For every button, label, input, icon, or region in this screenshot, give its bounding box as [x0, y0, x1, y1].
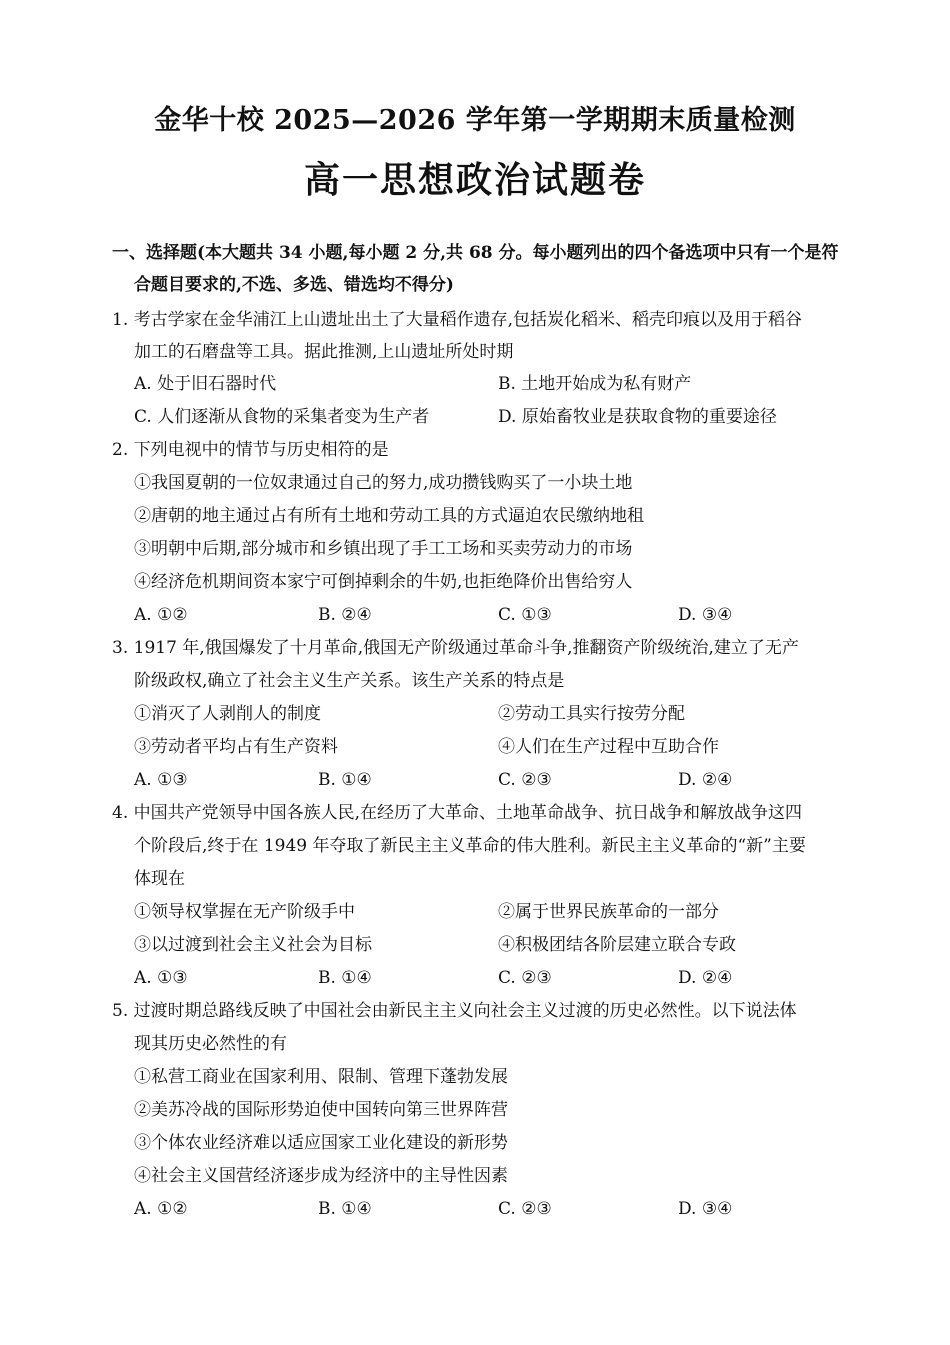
question-5-item-3: ③个体农业经济难以适应国家工业化建设的新形势	[134, 1133, 508, 1153]
question-1-option-a: A. 处于旧石器时代	[134, 374, 277, 394]
question-4-stem-line-3: 体现在	[134, 869, 185, 889]
question-1-stem-line-1: 1. 考古学家在金华浦江上山遗址出土了大量稻作遗存,包括炭化稻米、稻壳印痕以及用于稻谷	[112, 310, 803, 330]
question-3-stem-line-1: 3. 1917 年,俄国爆发了十月革命,俄国无产阶级通过革命斗争,推翻资产阶级统治,建立了无产	[112, 638, 799, 658]
question-1-stem-line-2: 加工的石磨盘等工具。据此推测,上山遗址所处时期	[134, 342, 514, 362]
question-3-option-b: B. ①④	[318, 770, 372, 790]
question-1-option-d: D. 原始畜牧业是获取食物的重要途径	[498, 407, 777, 427]
question-5-item-2: ②美苏冷战的国际形势迫使中国转向第三世界阵营	[134, 1100, 508, 1120]
question-4-item-2: ②属于世界民族革命的一部分	[498, 902, 719, 922]
question-2-stem-line-1: 2. 下列电视中的情节与历史相符的是	[112, 440, 389, 460]
question-3-item-4: ④人们在生产过程中互助合作	[498, 737, 719, 757]
section-instruction-line-1: 一、选择题(本大题共 34 小题,每小题 2 分,共 68 分。每小题列出的四个备选项中只有一个是符	[112, 243, 839, 263]
question-3-item-3: ③劳动者平均占有生产资料	[134, 737, 338, 757]
question-2-option-d: D. ③④	[678, 605, 733, 625]
question-4-option-c: C. ②③	[498, 968, 552, 988]
question-5-option-c: C. ②③	[498, 1199, 552, 1219]
question-4-item-3: ③以过渡到社会主义社会为目标	[134, 935, 372, 955]
question-2-option-a: A. ①②	[134, 605, 188, 625]
question-3-item-2: ②劳动工具实行按劳分配	[498, 704, 685, 724]
question-4-item-4: ④积极团结各阶层建立联合专政	[498, 935, 736, 955]
question-5-option-a: A. ①②	[134, 1199, 188, 1219]
question-2-item-1: ①我国夏朝的一位奴隶通过自己的努力,成功攒钱购买了一小块土地	[134, 473, 633, 493]
question-2-option-c: C. ①③	[498, 605, 552, 625]
question-4-option-b: B. ①④	[318, 968, 372, 988]
exam-subtitle: 高一思想政治试题卷	[303, 159, 646, 201]
section-instruction-line-2: 合题目要求的,不选、多选、错选均不得分)	[134, 275, 454, 295]
question-4-item-1: ①领导权掌握在无产阶级手中	[134, 902, 355, 922]
question-1-option-c: C. 人们逐渐从食物的采集者变为生产者	[134, 407, 430, 427]
question-3-item-1: ①消灭了人剥削人的制度	[134, 704, 321, 724]
question-3-option-a: A. ①③	[134, 770, 188, 790]
question-5-item-1: ①私营工商业在国家利用、限制、管理下蓬勃发展	[134, 1067, 508, 1087]
question-1-option-b: B. 土地开始成为私有财产	[498, 374, 692, 394]
question-4-stem-line-1: 4. 中国共产党领导中国各族人民,在经历了大革命、土地革命战争、抗日战争和解放战争这四	[112, 803, 803, 823]
question-2-option-b: B. ②④	[318, 605, 372, 625]
question-3-stem-line-2: 阶级政权,确立了社会主义生产关系。该生产关系的特点是	[134, 671, 565, 691]
question-2-item-4: ④经济危机期间资本家宁可倒掉剩余的牛奶,也拒绝降价出售给穷人	[134, 572, 633, 592]
question-5-option-b: B. ①④	[318, 1199, 372, 1219]
question-5-stem-line-2: 现其历史必然性的有	[134, 1034, 287, 1054]
question-3-option-d: D. ②④	[678, 770, 733, 790]
question-4-stem-line-2: 个阶段后,终于在 1949 年夺取了新民主主义革命的伟大胜利。新民主主义革命的“新”主要	[134, 836, 806, 856]
question-3-option-c: C. ②③	[498, 770, 552, 790]
question-5-option-d: D. ③④	[678, 1199, 733, 1219]
exam-title: 金华十校 2025—2026 学年第一学期期末质量检测	[154, 105, 796, 136]
question-4-option-d: D. ②④	[678, 968, 733, 988]
question-2-item-3: ③明朝中后期,部分城市和乡镇出现了手工工场和买卖劳动力的市场	[134, 539, 633, 559]
question-5-item-4: ④社会主义国营经济逐步成为经济中的主导性因素	[134, 1166, 508, 1186]
question-2-item-2: ②唐朝的地主通过占有所有土地和劳动工具的方式逼迫农民缴纳地租	[134, 506, 644, 526]
question-4-option-a: A. ①③	[134, 968, 188, 988]
question-5-stem-line-1: 5. 过渡时期总路线反映了中国社会由新民主主义向社会主义过渡的历史必然性。以下说法体	[112, 1001, 797, 1021]
